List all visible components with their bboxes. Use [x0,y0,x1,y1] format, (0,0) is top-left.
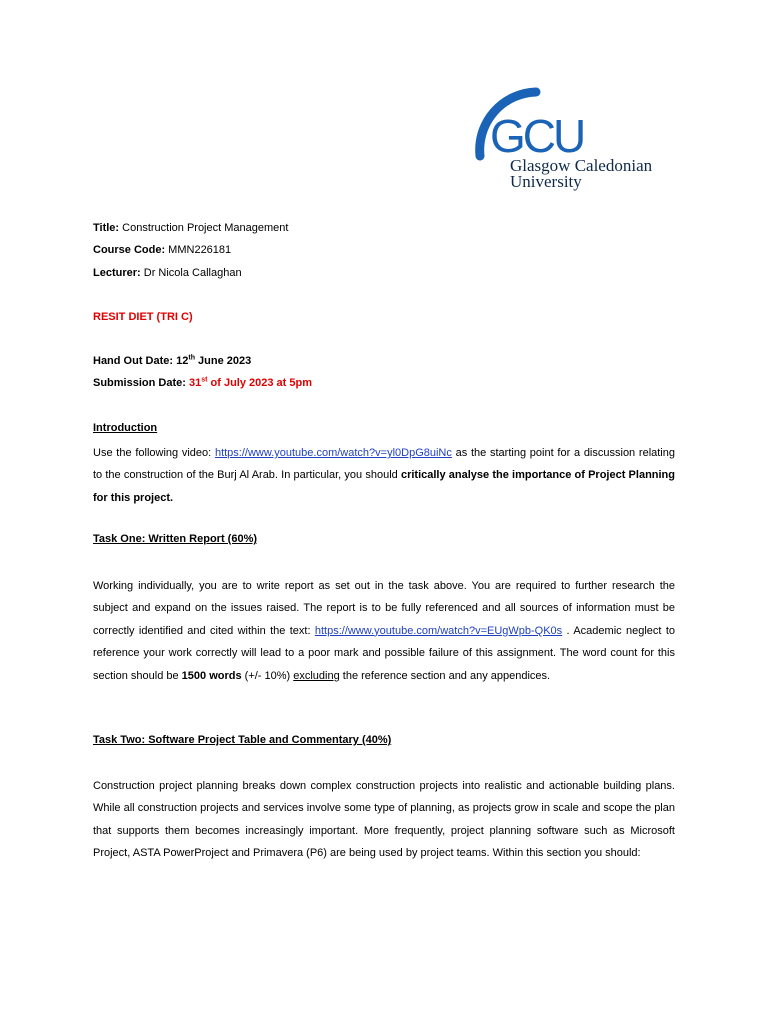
intro-text-b: as the starting point for a discussion relating to the construction of the Burj Al Arab. In particular, you should [93,447,675,482]
lecturer-value: Dr Nicola Callaghan [140,267,242,279]
gcu-logo [470,86,680,196]
task-two-heading: Task Two: Software Project Table and Commentary (40%) [93,734,392,746]
course-code-line [93,244,675,256]
intro-bold-text: critically analyse the importance of Project Planning for this project. [93,469,675,504]
submission-sup: st [201,376,208,384]
university-name [510,158,652,190]
hand-out-rest: June 2023 [194,355,252,367]
task-one-paragraph [93,575,675,687]
task-one-text-d: the reference section and any appendices. [339,669,551,682]
title-line [93,222,675,234]
university-name-line2: University [510,172,582,191]
resit-diet: RESIT DIET (TRI C) [93,311,193,323]
lecturer-label: Lecturer: [93,267,141,279]
task-one-reference-link[interactable]: https://www.youtube.com/watch?v=EUgWpb-QK0s [314,624,563,637]
submission-date [93,377,675,389]
submission-day: 31 [188,377,202,389]
intro-video-link[interactable]: https://www.youtube.com/watch?v=yl0DpG8uiNc [214,447,452,459]
task-one-heading: Task One: Written Report (60%) [93,533,258,545]
task-two-paragraph: Construction project planning breaks down complex construction projects into realistic and actionable building plans. While all construction projects and services involve some type of planning, as projects grow in scale and scope the plan that supports them becomes increasingly important. More frequently, project planning software such as Microsoft Project, ASTA PowerProject and Primavera (P6) are being used by project teams. Within this section you should: [93,780,675,860]
svg-text:GCU: GCU [490,110,584,162]
submission-rest: of July 2023 at 5pm [207,377,312,389]
hand-out-label: Hand Out Date: 12 [93,355,189,367]
hand-out-sup: th [188,354,195,362]
lecturer-line [93,267,675,279]
hand-out-date [93,355,675,367]
task-one-word-count: 1500 words [181,669,242,682]
task-one-text-c: (+/- 10%) [241,669,294,682]
submission-label: Submission Date: [93,377,189,389]
task-one-excluding: excluding [293,669,340,682]
introduction-heading: Introduction [93,422,158,434]
task-one-text-a: Working individually, you are to write report as set out in the task above. You are required to further research the subject and expand on the issues raised. The report is to be fully referenced and all sources of information must be correctly identified and cited within the text: [93,580,675,637]
task-one-text-b: . Academic neglect to reference your work correctly will lead to a poor mark and possible failure of this assignment. The word count for this section should be [93,624,675,682]
title-label: Title: [93,222,120,234]
title-value: Construction Project Management [119,222,289,234]
intro-text-a: Use the following video: [93,447,215,459]
course-code-label: Course Code: [93,244,166,256]
university-name-line1: Glasgow Caledonian [510,156,653,175]
introduction-paragraph [93,442,675,509]
course-code-value: MMN226181 [165,244,232,256]
